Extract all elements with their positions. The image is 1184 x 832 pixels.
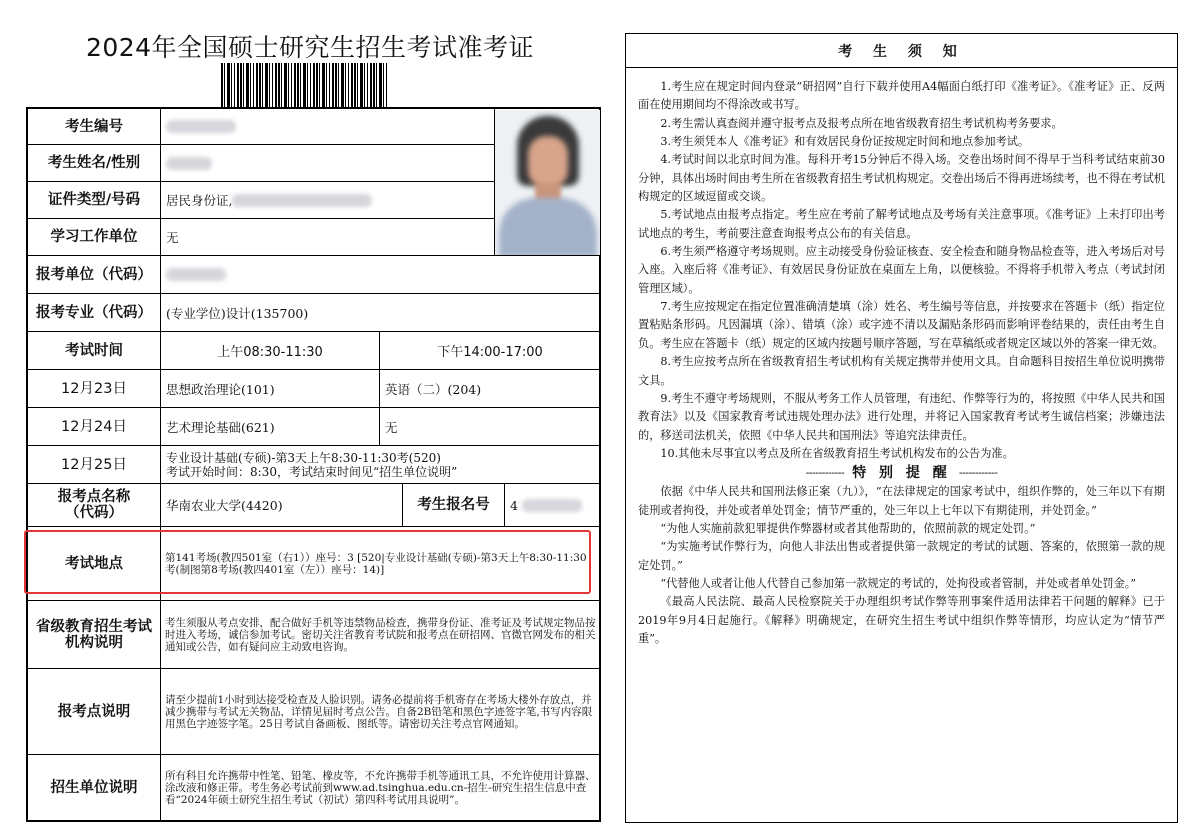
work-unit-value: 无 <box>161 219 495 256</box>
day3-subject <box>161 446 600 484</box>
dash-left: ------------ <box>805 466 845 480</box>
notice-item: 6.考生须严格遵守考场规则。应主动接受身份验证核查、安全检查和随身物品检查等，进入考场后对号入座。入座后将《准考证》、有效居民身份证放在桌面左上角，以便核验。不得将手机带入考点（考试封闭管理区域）。 <box>638 245 1165 295</box>
day1-date: 12月23日 <box>28 370 161 408</box>
redacted-registration-number <box>522 499 582 512</box>
exam-location-highlight <box>24 530 591 594</box>
site-note-label: 报考点说明 <box>28 669 161 755</box>
notice-title: 考 生 须 知 <box>626 34 1177 68</box>
notice-item: 8.考生应按考点所在省级教育招生考试机构有关规定携带并使用文具。自命题科目按招生单位说明携带文具。 <box>638 355 1165 387</box>
notice-item: 3.考生须凭本人《准考证》和有效居民身份证按规定时间和地点参加考试。 <box>660 135 1030 149</box>
special-reminder-title: 特 别 提 醒 <box>852 465 951 482</box>
exam-number-label: 考生编号 <box>28 109 161 145</box>
notice-item: 5.考试地点由报考点指定。考生应在考前了解考试地点及考场有关注意事项。《准考证》上未打印出考试地点的考生，考前要注意查询报考点公布的有关信息。 <box>638 208 1165 240</box>
special-reminder-heading <box>638 464 1165 482</box>
exam-site-value: 华南农业大学(4420) <box>161 484 403 527</box>
exam-location-label: 考试地点 <box>28 527 161 601</box>
day2-morning-subject: 艺术理论基础(621) <box>161 408 380 446</box>
registration-number-label: 考生报名号 <box>403 484 505 527</box>
exam-site-label: 报考点名称 （代码） <box>28 484 161 527</box>
redacted-apply-unit <box>166 268 226 281</box>
apply-major-value: (专业学位)设计(135700) <box>161 294 600 332</box>
unit-note-value: 所有科目允许携带中性笔、铅笔、橡皮等，不允许携带手机等通讯工具，不允许使用计算器、涂改液和修正带。考生务必考试前到www.ad.tsinghua.edu.cn-招生-研究生招生信息中查看“2024年硕士研究生招生考试（初试）第四科考试用具说明”。 <box>165 769 596 806</box>
day3-subject-line1: 专业设计基础(专硕)-第3天上午8:30-11:30考(520) <box>166 450 441 465</box>
notice-item: 1.考生应在规定时间内登录“研招网”自行下载并使用A4幅面白纸打印《准考证》。《准考证》正、反两面在使用期间均不得涂改或书写。 <box>638 80 1165 112</box>
special-item: 依据《中华人民共和国刑法修正案（九）》，“在法律规定的国家考试中，组织作弊的，处三年以下有期徒刑或者拘役，并处或者单处罚金；情节严重的，处三年以上七年以下有期徒刑，并处罚金。” <box>638 485 1165 517</box>
name-gender-value <box>161 145 495 182</box>
site-note-value: 请至少提前1小时到达接受检查及人脸识别。请务必提前将手机寄存在考场大楼外存放点，并减少携带与考试无关物品，详情见届时考点公告。自备2B铅笔和黑色字迹签字笔,书写内容限用黑色字迹签字笔。25日考试自备画板、图纸等。请密切关注考点官网通知。 <box>161 669 600 755</box>
special-item: “代替他人或者让他人代替自己参加第一款规定的考试的，处拘役或者管制，并处或者单处罚金。” <box>660 576 1137 590</box>
special-item: 《最高人民法院、最高人民检察院关于办理组织考试作弊等刑事案件适用法律若干问题的解释》已于2019年9月4日起施行。《解释》明确规定，在研究生招生考试中组织作弊等情形，均应认定为“情节严重”。 <box>638 595 1165 645</box>
id-type-label: 证件类型/号码 <box>28 182 161 219</box>
candidate-photo <box>495 110 600 256</box>
registration-number-value: 4 <box>505 484 600 527</box>
redacted-id-number <box>232 194 372 207</box>
provincial-note-value: 考生须服从考点安排，配合做好手机等违禁物品检查，携带身份证、准考证及考试规定物品按时进入考场，诚信参加考试。密切关注省教育考试院和报考点在研招网、官微官网发布的相关通知或公告，如有疑问应主动致电咨询。 <box>161 601 600 669</box>
redacted-exam-number <box>166 120 236 133</box>
day3-date: 12月25日 <box>28 446 161 484</box>
notice-item: 7.考生应按规定在指定位置准确清楚填（涂）姓名、考生编号等信息，并按要求在答题卡（纸）指定位置粘贴条形码。凡因漏填（涂）、错填（涂）或字迹不清以及漏贴条形码而影响评卷结果的，责任由考生自负。考生应在答题卡（纸）规定的区域内按题号顺序答题，写在草稿纸或者规定区域以外的答案一律无效。 <box>638 300 1165 350</box>
provincial-note-label: 省级教育招生考试 机构说明 <box>28 601 161 669</box>
notice-item: 9.考生不遵守考场规则，不服从考务工作人员管理，有违纪、作弊等行为的，将按照《中华人民共和国教育法》以及《国家教育考试违规处理办法》进行处理，并将记入国家教育考试考生诚信档案；涉嫌违法的，移送司法机关，依照《中华人民共和国刑法》等追究法律责任。 <box>638 391 1165 442</box>
barcode-image <box>221 63 389 109</box>
admission-ticket-table <box>26 107 601 822</box>
exam-location-value: 第141考场(教四501室（右1））座号：3 [520|专业设计基础(专硕)-第3天上午8:30-11:30考(制图第8考场(教四401室（左））座号：14)] <box>161 527 600 601</box>
afternoon-session-header: 下午14:00-17:00 <box>380 332 600 370</box>
notice-item: 4.考试时间以北京时间为准。每科开考15分钟后不得入场。交卷出场时间不得早于当科考试结束前30分钟，具体出场时间由考生所在省级教育招生考试机构规定。交卷出场后不得再进场续考，也不得在考试机构规定的区域逗留或交谈。 <box>638 153 1165 204</box>
notice-item: 10.其他未尽事宜以考点及所在省级教育招生考试机构发布的公告为准。 <box>660 446 1014 460</box>
apply-major-label: 报考专业（代码） <box>28 294 161 332</box>
day1-morning-subject: 思想政治理论(101) <box>161 370 380 408</box>
morning-session-header: 上午08:30-11:30 <box>161 332 380 370</box>
unit-note-label: 招生单位说明 <box>28 755 161 820</box>
apply-unit-label: 报考单位（代码） <box>28 256 161 294</box>
name-gender-label: 考生姓名/性别 <box>28 145 161 182</box>
day2-afternoon-subject: 无 <box>380 408 600 446</box>
notice-item: 2.考生需认真查阅并遵守报考点及报考点所在地省级教育招生考试机构考务要求。 <box>660 116 1063 130</box>
exam-time-label: 考试时间 <box>28 332 161 370</box>
day1-afternoon-subject: 英语（二）(204) <box>380 370 600 408</box>
day2-date: 12月24日 <box>28 408 161 446</box>
exam-number-value <box>161 109 495 145</box>
dash-right: ------------ <box>958 466 998 480</box>
page-title: 2024年全国硕士研究生招生考试准考证 <box>85 33 535 62</box>
special-item: “为他人实施前款犯罪提供作弊器材或者其他帮助的，依照前款的规定处罚。” <box>660 521 1036 535</box>
id-type-value: 居民身份证, <box>161 182 495 219</box>
apply-unit-value <box>161 256 600 294</box>
special-item: “为实施考试作弊行为，向他人非法出售或者提供第一款规定的考试的试题、答案的，依照第一款的规定处罚。” <box>638 540 1165 572</box>
day3-subject-line2: 考试开始时间：8:30，考试结束时间见“招生单位说明” <box>166 464 458 479</box>
notice-body <box>638 78 1165 648</box>
redacted-name <box>166 157 212 170</box>
candidate-notice-panel <box>625 33 1178 823</box>
work-unit-label: 学习工作单位 <box>28 219 161 256</box>
